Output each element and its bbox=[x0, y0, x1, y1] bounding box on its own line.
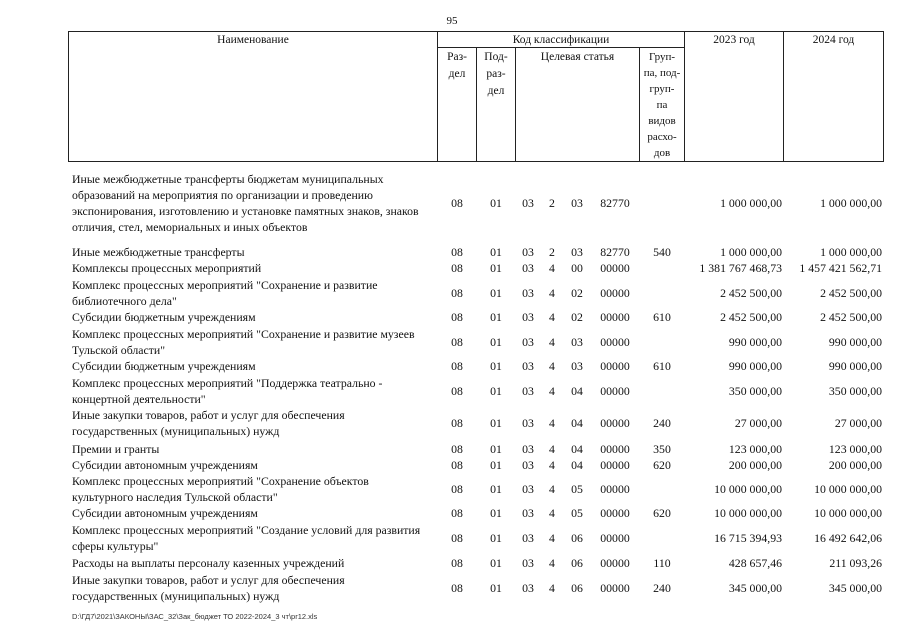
row-group: 620 bbox=[653, 506, 671, 520]
table-row bbox=[0, 522, 905, 554]
row-name: Субсидии автономным учреждениям bbox=[72, 506, 258, 520]
row-target-1: 03 bbox=[522, 286, 534, 300]
row-target-2: 4 bbox=[549, 286, 555, 300]
row-name: Комплекс процессных мероприятий "Сохранение и развитие библиотечного дела" bbox=[72, 278, 378, 308]
row-subsection: 01 bbox=[490, 196, 502, 210]
row-target-1: 03 bbox=[522, 310, 534, 324]
row-group: 350 bbox=[653, 442, 671, 456]
row-subsection: 01 bbox=[490, 310, 502, 324]
row-subsection: 01 bbox=[490, 245, 502, 259]
row-target-3: 03 bbox=[571, 335, 583, 349]
row-target-1: 03 bbox=[522, 196, 534, 210]
row-2024: 200 000,00 bbox=[828, 458, 882, 472]
row-target-1: 03 bbox=[522, 416, 534, 430]
row-name: Субсидии бюджетным учреждениям bbox=[72, 310, 256, 324]
row-2023: 1 381 767 468,73 bbox=[699, 261, 782, 275]
row-2024: 345 000,00 bbox=[828, 581, 882, 595]
row-target-3: 03 bbox=[571, 196, 583, 210]
row-target-4: 00000 bbox=[600, 581, 630, 595]
row-2023: 1 000 000,00 bbox=[720, 245, 782, 259]
row-target-4: 82770 bbox=[600, 245, 630, 259]
row-target-4: 00000 bbox=[600, 335, 630, 349]
table-row bbox=[0, 441, 905, 457]
row-target-1: 03 bbox=[522, 581, 534, 595]
row-subsection: 01 bbox=[490, 359, 502, 373]
row-name: Комплекс процессных мероприятий "Сохранение и развитие музеев Тульской области" bbox=[72, 327, 415, 357]
row-2024: 2 452 500,00 bbox=[820, 286, 882, 300]
header-section: Раз- дел bbox=[447, 51, 467, 80]
row-2024: 211 093,26 bbox=[829, 556, 882, 570]
row-target-3: 03 bbox=[571, 245, 583, 259]
row-name: Субсидии бюджетным учреждениям bbox=[72, 359, 256, 373]
row-section: 08 bbox=[451, 359, 463, 373]
row-target-2: 4 bbox=[549, 416, 555, 430]
table-row bbox=[0, 358, 905, 374]
row-2024: 1 000 000,00 bbox=[820, 196, 882, 210]
row-section: 08 bbox=[451, 384, 463, 398]
table-row bbox=[0, 309, 905, 325]
row-target-2: 4 bbox=[549, 556, 555, 570]
row-name: Расходы на выплаты персоналу казенных учреждений bbox=[72, 556, 345, 570]
row-2023: 2 452 500,00 bbox=[720, 286, 782, 300]
row-2023: 16 715 394,93 bbox=[714, 531, 782, 545]
row-section: 08 bbox=[451, 531, 463, 545]
row-target-2: 4 bbox=[549, 359, 555, 373]
row-target-2: 2 bbox=[549, 245, 555, 259]
row-section: 08 bbox=[451, 556, 463, 570]
row-target-1: 03 bbox=[522, 458, 534, 472]
row-target-2: 4 bbox=[549, 261, 555, 275]
row-subsection: 01 bbox=[490, 482, 502, 496]
row-section: 08 bbox=[451, 286, 463, 300]
row-target-2: 4 bbox=[549, 581, 555, 595]
table-row bbox=[0, 457, 905, 473]
row-2023: 428 657,46 bbox=[728, 556, 782, 570]
row-target-1: 03 bbox=[522, 261, 534, 275]
row-target-4: 00000 bbox=[600, 531, 630, 545]
row-subsection: 01 bbox=[490, 384, 502, 398]
page-number: 95 bbox=[446, 15, 458, 27]
row-subsection: 01 bbox=[490, 442, 502, 456]
row-group: 610 bbox=[653, 359, 671, 373]
row-target-1: 03 bbox=[522, 245, 534, 259]
row-subsection: 01 bbox=[490, 416, 502, 430]
row-group: 240 bbox=[653, 416, 671, 430]
row-2023: 10 000 000,00 bbox=[714, 482, 782, 496]
row-subsection: 01 bbox=[490, 556, 502, 570]
row-2023: 10 000 000,00 bbox=[714, 506, 782, 520]
row-target-3: 06 bbox=[571, 581, 583, 595]
row-target-2: 2 bbox=[549, 196, 555, 210]
row-name: Премии и гранты bbox=[72, 442, 160, 456]
row-target-4: 00000 bbox=[600, 442, 630, 456]
row-name: Иные межбюджетные трансферты бюджетам муниципальных образований на мероприятия по организации и проведению экспонирования, изготовлению и установке памятных знаков, знаков отличия, стел, мемориальных и иных объектов bbox=[72, 172, 419, 234]
row-target-3: 04 bbox=[571, 458, 583, 472]
row-2024: 123 000,00 bbox=[828, 442, 882, 456]
row-target-2: 4 bbox=[549, 384, 555, 398]
row-target-3: 05 bbox=[571, 482, 583, 496]
row-group: 610 bbox=[653, 310, 671, 324]
row-2023: 2 452 500,00 bbox=[720, 310, 782, 324]
row-2023: 27 000,00 bbox=[734, 416, 782, 430]
row-section: 08 bbox=[451, 310, 463, 324]
row-2024: 1 000 000,00 bbox=[820, 245, 882, 259]
row-2024: 10 000 000,00 bbox=[814, 506, 882, 520]
row-2024: 350 000,00 bbox=[828, 384, 882, 398]
row-2023: 345 000,00 bbox=[728, 581, 782, 595]
row-section: 08 bbox=[451, 482, 463, 496]
row-target-2: 4 bbox=[549, 506, 555, 520]
row-target-2: 4 bbox=[549, 482, 555, 496]
row-target-4: 82770 bbox=[600, 196, 630, 210]
row-group: 540 bbox=[653, 245, 671, 259]
row-2023: 200 000,00 bbox=[728, 458, 782, 472]
row-2024: 990 000,00 bbox=[828, 359, 882, 373]
row-target-1: 03 bbox=[522, 442, 534, 456]
row-name: Комплекс процессных мероприятий "Поддержка театрально - концертной деятельности" bbox=[72, 376, 383, 406]
row-target-3: 02 bbox=[571, 310, 583, 324]
row-target-2: 4 bbox=[549, 335, 555, 349]
row-group: 110 bbox=[653, 556, 671, 570]
header-code: Код классификации bbox=[512, 34, 610, 46]
row-target-3: 06 bbox=[571, 531, 583, 545]
row-subsection: 01 bbox=[490, 261, 502, 275]
row-target-4: 00000 bbox=[600, 482, 630, 496]
row-target-2: 4 bbox=[549, 458, 555, 472]
row-2023: 1 000 000,00 bbox=[720, 196, 782, 210]
row-2024: 1 457 421 562,71 bbox=[799, 261, 882, 275]
row-section: 08 bbox=[451, 196, 463, 210]
row-2024: 27 000,00 bbox=[834, 416, 882, 430]
header-subsection: Под- раз- дел bbox=[484, 51, 508, 97]
table-row bbox=[0, 260, 905, 276]
row-target-3: 04 bbox=[571, 442, 583, 456]
row-section: 08 bbox=[451, 581, 463, 595]
row-target-4: 00000 bbox=[600, 458, 630, 472]
row-name: Иные закупки товаров, работ и услуг для обеспечения государственных (муниципальных) нужд bbox=[72, 408, 345, 438]
table-row bbox=[0, 473, 905, 505]
row-subsection: 01 bbox=[490, 335, 502, 349]
row-subsection: 01 bbox=[490, 581, 502, 595]
row-target-4: 00000 bbox=[600, 286, 630, 300]
row-section: 08 bbox=[451, 442, 463, 456]
row-section: 08 bbox=[451, 506, 463, 520]
table-row bbox=[0, 505, 905, 521]
row-target-1: 03 bbox=[522, 359, 534, 373]
header-2023: 2023 год bbox=[713, 34, 755, 46]
row-target-2: 4 bbox=[549, 442, 555, 456]
row-name: Субсидии автономным учреждениям bbox=[72, 458, 258, 472]
row-name: Иные межбюджетные трансферты bbox=[72, 245, 245, 259]
row-2024: 2 452 500,00 bbox=[820, 310, 882, 324]
row-target-1: 03 bbox=[522, 335, 534, 349]
row-2023: 123 000,00 bbox=[728, 442, 782, 456]
row-target-4: 00000 bbox=[600, 359, 630, 373]
row-2023: 990 000,00 bbox=[728, 359, 782, 373]
row-target-3: 04 bbox=[571, 384, 583, 398]
row-2024: 990 000,00 bbox=[828, 335, 882, 349]
row-name: Комплексы процессных мероприятий bbox=[72, 261, 262, 275]
table-row bbox=[0, 555, 905, 571]
row-target-4: 00000 bbox=[600, 310, 630, 324]
row-target-4: 00000 bbox=[600, 506, 630, 520]
header-2024: 2024 год bbox=[812, 34, 855, 46]
file-path-footer: D:\ГД7\2021\ЗАКОНЫ\ЗАС_32\Зак_бюджет ТО 2022-2024_3 чт\pr12.xls bbox=[72, 612, 318, 621]
row-target-3: 04 bbox=[571, 416, 583, 430]
row-section: 08 bbox=[451, 416, 463, 430]
table-row bbox=[0, 375, 905, 407]
table-row bbox=[0, 572, 905, 604]
header-group: Груп- па, под- груп- па видов расхо- дов bbox=[643, 51, 681, 159]
row-target-3: 05 bbox=[571, 506, 583, 520]
row-subsection: 01 bbox=[490, 531, 502, 545]
row-2024: 16 492 642,06 bbox=[814, 531, 882, 545]
row-group: 620 bbox=[653, 458, 671, 472]
row-subsection: 01 bbox=[490, 506, 502, 520]
row-target-2: 4 bbox=[549, 531, 555, 545]
row-target-3: 06 bbox=[571, 556, 583, 570]
row-target-3: 02 bbox=[571, 286, 583, 300]
table-row bbox=[0, 170, 905, 236]
row-target-4: 00000 bbox=[600, 261, 630, 275]
row-target-4: 00000 bbox=[600, 416, 630, 430]
row-name: Иные закупки товаров, работ и услуг для обеспечения государственных (муниципальных) нужд bbox=[72, 573, 345, 603]
row-name: Комплекс процессных мероприятий "Создание условий для развития сферы культуры" bbox=[72, 523, 421, 553]
row-2024: 10 000 000,00 bbox=[814, 482, 882, 496]
row-section: 08 bbox=[451, 335, 463, 349]
table-row bbox=[0, 407, 905, 439]
row-section: 08 bbox=[451, 245, 463, 259]
row-target-2: 4 bbox=[549, 310, 555, 324]
row-target-1: 03 bbox=[522, 506, 534, 520]
row-section: 08 bbox=[451, 458, 463, 472]
row-target-1: 03 bbox=[522, 556, 534, 570]
row-target-4: 00000 bbox=[600, 384, 630, 398]
row-target-3: 00 bbox=[571, 261, 583, 275]
row-subsection: 01 bbox=[490, 458, 502, 472]
row-subsection: 01 bbox=[490, 286, 502, 300]
header-name: Наименование bbox=[217, 34, 289, 46]
row-target-1: 03 bbox=[522, 482, 534, 496]
table-row bbox=[0, 277, 905, 309]
table-row bbox=[0, 326, 905, 358]
row-name: Комплекс процессных мероприятий "Сохранение объектов культурного наследия Тульской области" bbox=[72, 474, 369, 504]
row-2023: 350 000,00 bbox=[728, 384, 782, 398]
header-target: Целевая статья bbox=[540, 51, 615, 63]
row-target-3: 03 bbox=[571, 359, 583, 373]
table-row bbox=[0, 244, 905, 260]
row-target-1: 03 bbox=[522, 531, 534, 545]
row-group: 240 bbox=[653, 581, 671, 595]
row-section: 08 bbox=[451, 261, 463, 275]
row-target-4: 00000 bbox=[600, 556, 630, 570]
row-target-1: 03 bbox=[522, 384, 534, 398]
row-2023: 990 000,00 bbox=[728, 335, 782, 349]
